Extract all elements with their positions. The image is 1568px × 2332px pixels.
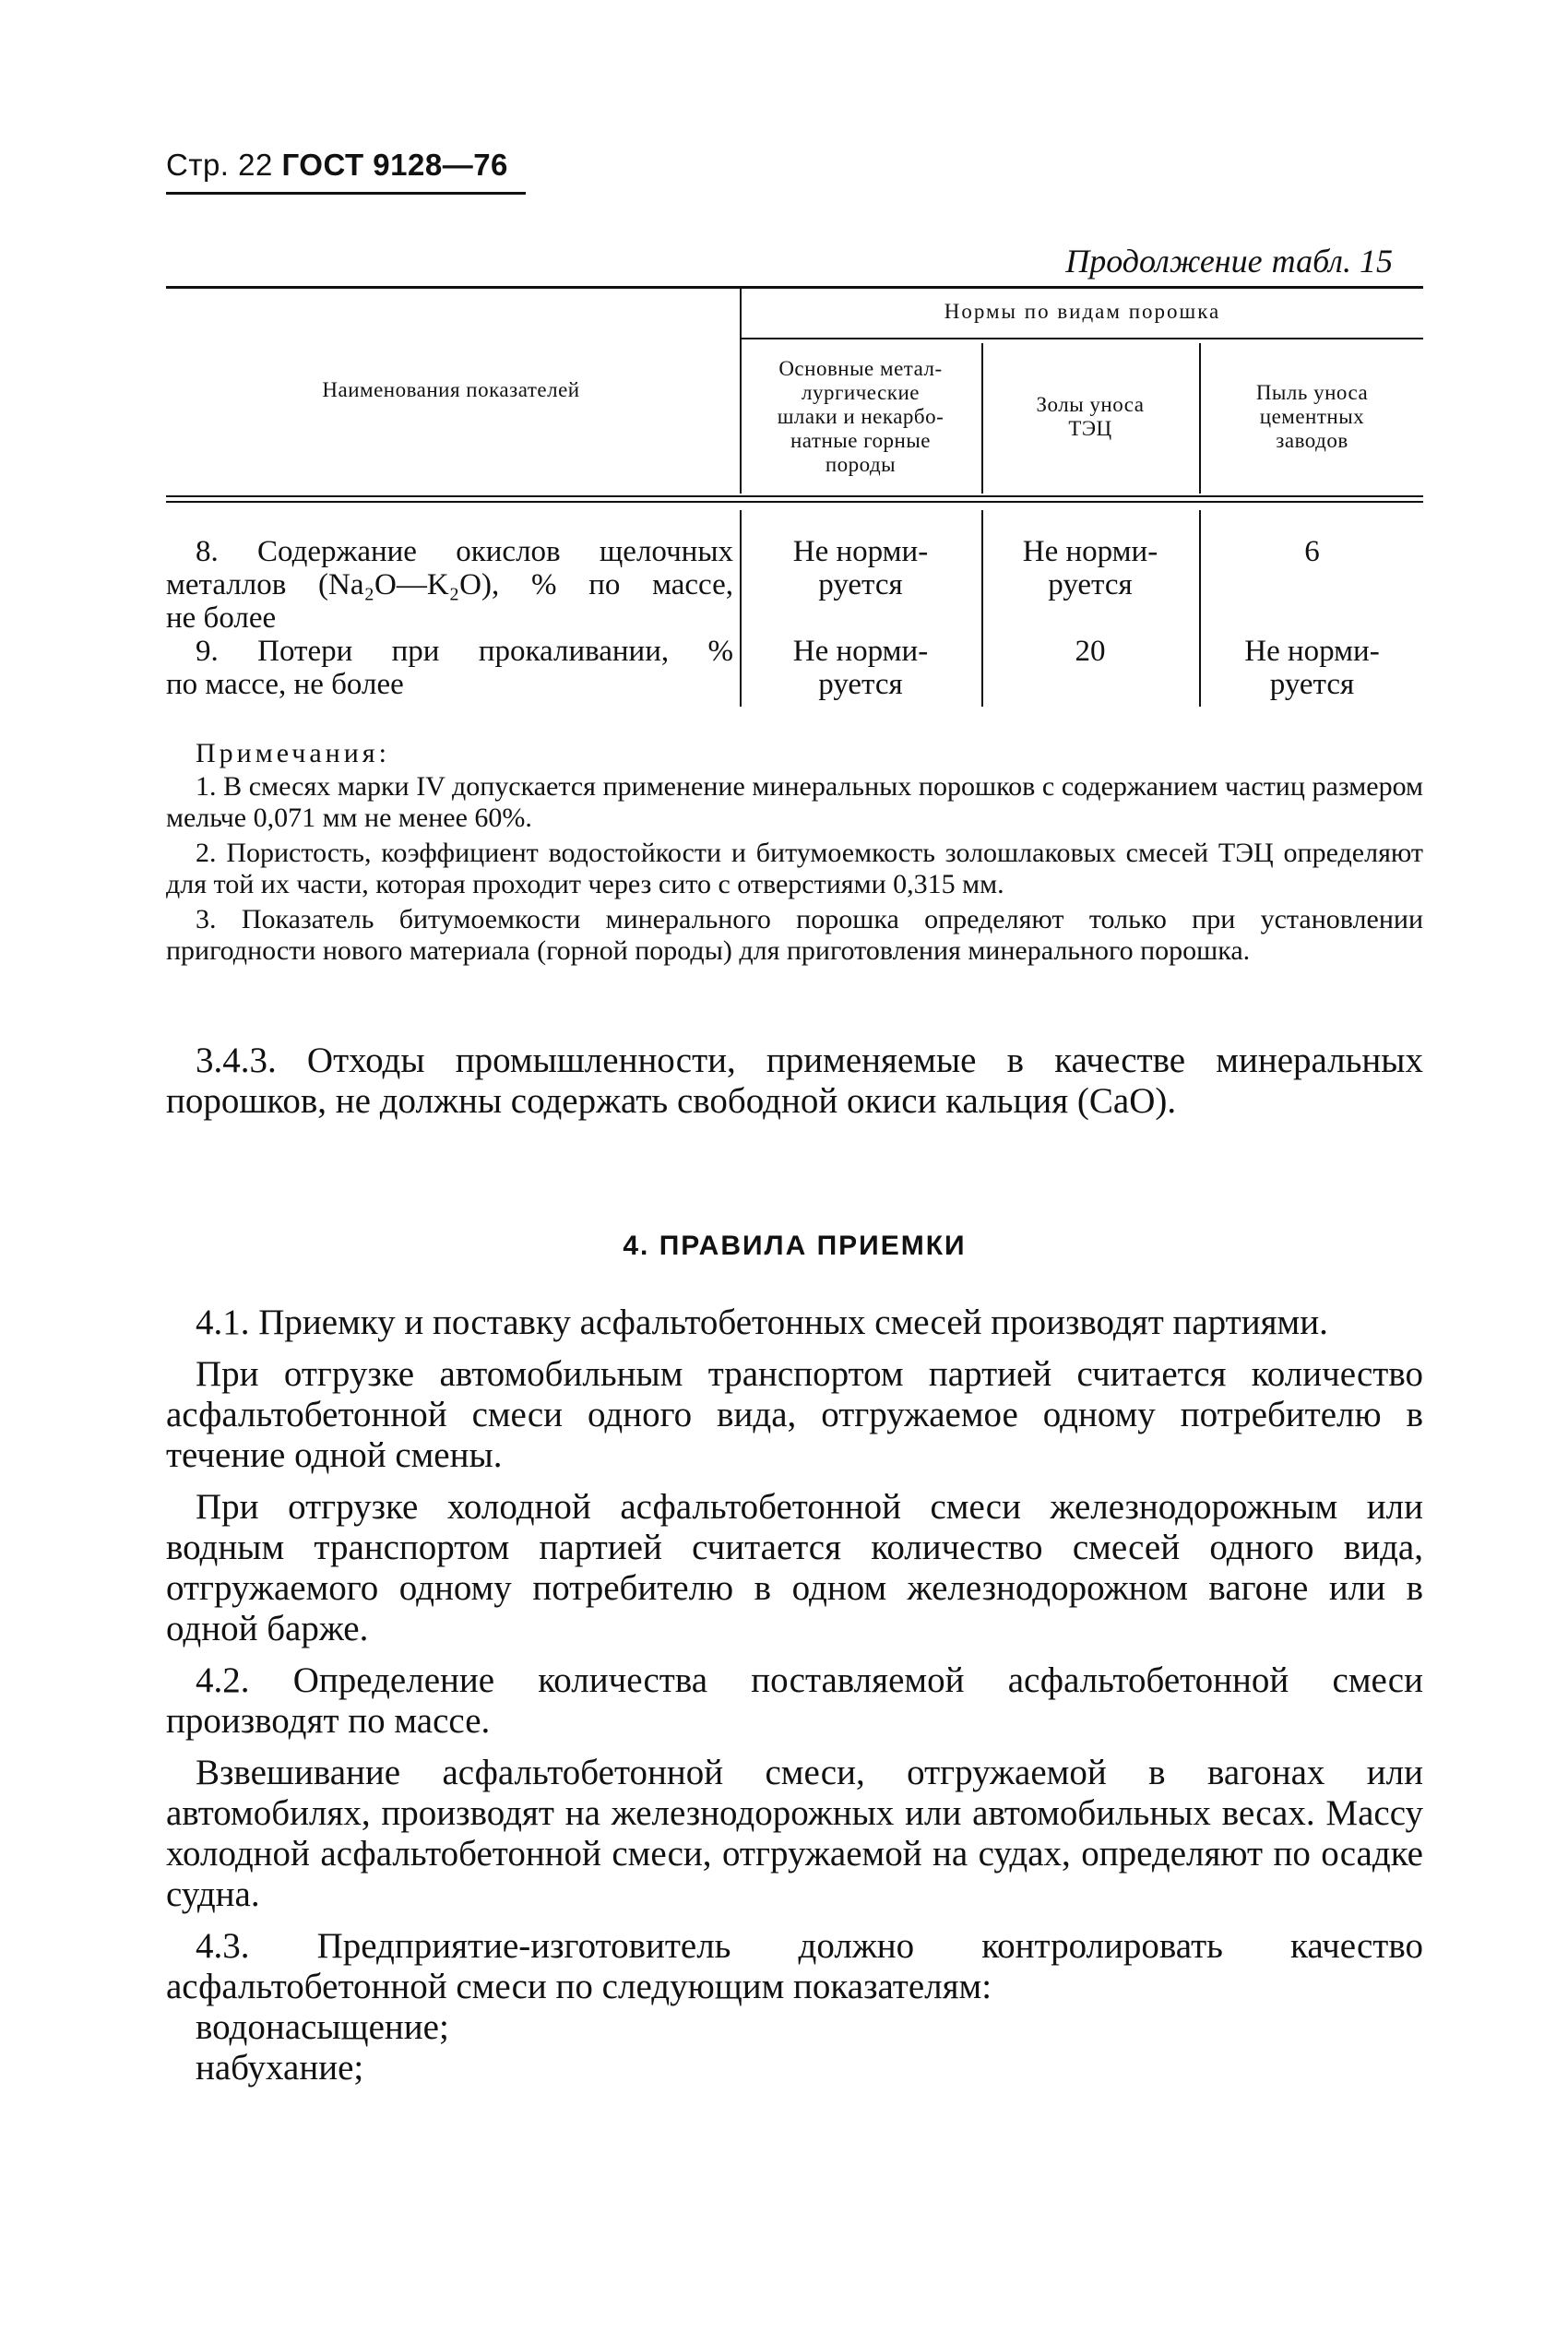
row-value-cement	[1201, 535, 1423, 568]
list-item: водонасыщение;	[196, 2007, 449, 2047]
note-item: 2. Пористость, коэффициент водостойкости и битумоемкость золошлаковых смесей ТЭЦ определяют для той их части, которая проходит через сито с отверстиями 0,315 мм.	[166, 838, 1423, 899]
header-norms-group: Нормы по видам порошка	[944, 300, 1221, 323]
header-double-rule-a	[166, 495, 1423, 497]
clause-3-4-3	[166, 1041, 1423, 1133]
row-indicator-name	[166, 635, 733, 701]
note-item: 3. Показатель битумоемкости минерального порошка определяют только при установлении пригодности нового материала (горной породы) для приготовления минерального порошка.	[166, 904, 1423, 966]
value-line: руется	[1269, 668, 1355, 701]
header-line: ТЭЦ	[1068, 417, 1112, 440]
paragraph: 4.2. Определение количества поставляемой асфальтобетонной смеси производят по массе.	[166, 1660, 1423, 1741]
header-line: породы	[825, 453, 897, 476]
header-line: натные горные	[790, 429, 931, 452]
header-line: шлаки и некарбо-	[777, 405, 944, 428]
header-line: лургические	[802, 381, 920, 404]
section-body	[166, 1303, 1423, 2088]
list-item: набухание;	[196, 2048, 364, 2088]
row-value-slag	[742, 535, 980, 601]
note-item: 1. В смесях марки IV допускается применение минеральных порошков с содержанием частиц размером мельче 0,071 мм не менее 60%.	[166, 771, 1423, 833]
value-line: руется	[1048, 568, 1133, 601]
name-line: по массе, не более	[166, 668, 404, 701]
row-value-fly-ash	[983, 535, 1197, 601]
page-number: Стр. 22	[166, 148, 273, 182]
header-slag-rocks	[742, 343, 980, 491]
value-line: руется	[818, 668, 903, 701]
name-line: 9. Потери при прокаливании, %	[196, 635, 733, 668]
standard-number: ГОСТ 9128—76	[281, 148, 508, 182]
row-value-cement	[1201, 635, 1423, 701]
value-line: 6	[1304, 535, 1320, 568]
header-double-rule-b	[166, 501, 1423, 503]
header-group-rule	[742, 338, 1423, 339]
header-fly-ash	[983, 343, 1197, 491]
value-line: Не норми-	[1244, 635, 1380, 668]
header-line: Золы уноса	[1036, 393, 1145, 416]
paragraph: При отгрузке автомобильным транспортом партией считается количество асфальтобетонной смеси одного вида, отгружаемое одному потребителю в течение одной смены.	[166, 1354, 1423, 1475]
value-line: Не норми-	[1022, 535, 1158, 568]
paragraph: Взвешивание асфальтобетонной смеси, отгружаемой в вагонах или автомобилях, производят на железнодорожных или автомобильных весах. Массу холодной асфальтобетонной смеси, отгружаемой на судах, определяют по осадке судна.	[166, 1753, 1423, 1914]
header-line: цементных	[1259, 405, 1365, 428]
table-continuation-caption	[1065, 242, 1393, 280]
row-value-slag	[742, 635, 980, 701]
section-title: 4. ПРАВИЛА ПРИЕМКИ	[623, 1231, 967, 1261]
row-value-fly-ash	[983, 635, 1197, 668]
row-indicator-name	[166, 535, 733, 635]
paragraph: 4.3. Предприятие-изготовитель должно контролировать качество асфальтобетонной смеси по следующим показателям:	[166, 1926, 1423, 2006]
paragraph: 4.1. Приемку и поставку асфальтобетонных смесей производят партиями.	[196, 1303, 1328, 1342]
value-line: Не норми-	[792, 535, 929, 568]
continuation-label: Продолжение	[1065, 243, 1263, 280]
table-notes	[166, 738, 1423, 970]
value-line: Не норми-	[792, 635, 929, 668]
header-line: заводов	[1276, 429, 1348, 452]
header-line: Основные метал-	[778, 357, 943, 380]
paragraph: 3.4.3. Отходы промышленности, применяемые в качестве минеральных порошков, не должны содержать свободной окиси кальция (CaO).	[166, 1041, 1423, 1121]
table-header	[166, 286, 1423, 503]
value-line: 20	[1075, 635, 1106, 668]
table-row	[166, 635, 1423, 708]
paragraph: При отгрузке холодной асфальтобетонной смеси железнодорожным или водным транспортом партией считается количество смесей одного вида, отгружаемого одному потребителю в одном железнодорожном вагоне или в одной барже.	[166, 1487, 1423, 1648]
table-row	[166, 535, 1423, 637]
notes-title: Примечания:	[196, 738, 390, 768]
header-rule	[166, 192, 526, 195]
header-line: Пыль уноса	[1255, 381, 1369, 404]
value-line: руется	[818, 568, 903, 601]
header-indicator-names: Наименования показателей	[322, 377, 580, 401]
header-cement-dust	[1201, 343, 1423, 491]
name-line: не более	[166, 601, 277, 635]
page-header	[166, 148, 508, 183]
continuation-ref: табл. 15	[1271, 243, 1393, 280]
name-line: 8. Содержание окислов щелочных	[196, 535, 733, 568]
name-line: металлов (Na₂O—K₂O), % по массе,	[166, 568, 733, 601]
